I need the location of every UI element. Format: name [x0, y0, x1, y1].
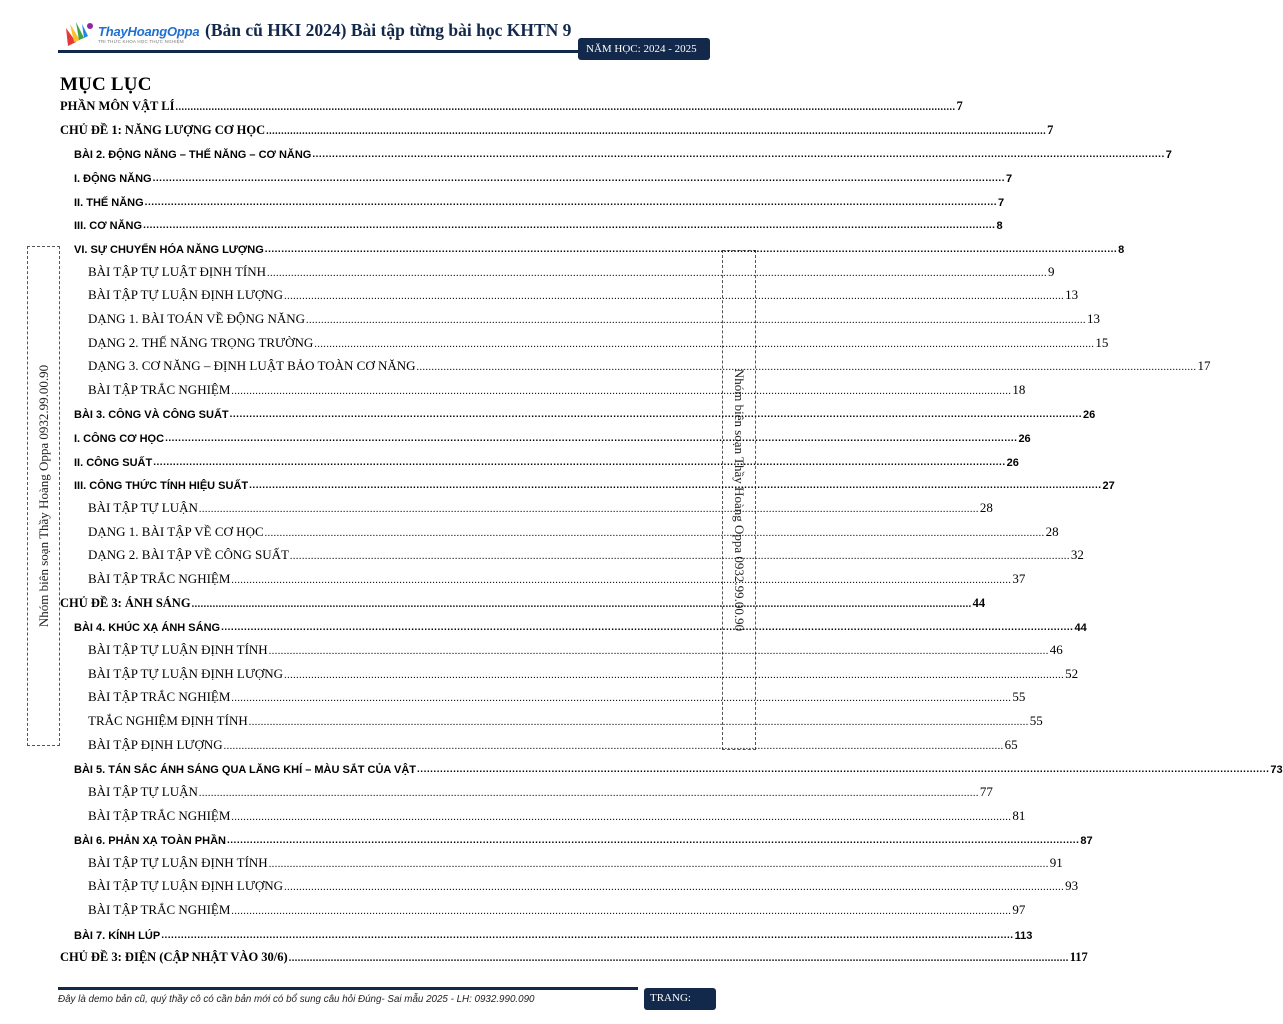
- toc-dot-leader: ....................................................................................................................................................................................................................................................................: [312, 149, 1165, 161]
- toc-entry[interactable]: [88, 711, 1043, 729]
- toc-entry-page: 7: [1047, 122, 1054, 137]
- toc-entry-page: 91: [1049, 854, 1063, 870]
- footer-divider: [58, 987, 638, 990]
- toc-entry[interactable]: [88, 735, 1018, 753]
- toc-entry[interactable]: [88, 806, 1026, 824]
- toc-entry-page: 55: [1012, 689, 1026, 705]
- toc-entry-page: 87: [1080, 835, 1093, 848]
- toc-entry[interactable]: [74, 829, 1093, 848]
- toc-entry-page: 28: [979, 500, 993, 516]
- toc-entry[interactable]: [88, 333, 1109, 351]
- toc-entry[interactable]: [74, 167, 1013, 185]
- toc-entry-label: BÀI TẬP TỰ LUẬN: [88, 783, 198, 799]
- toc-entry-page: 93: [1065, 878, 1079, 894]
- toc-entry-label: BÀI 2. ĐỘNG NĂNG – THẾ NĂNG – CƠ NĂNG: [74, 149, 312, 162]
- toc-entry-label: BÀI TẬP TRẮC NGHIỆM: [88, 381, 231, 397]
- toc-entry-label: BÀI TẬP TỰ LUẬN ĐỊNH LƯỢNG: [88, 878, 284, 894]
- toc-entry-label: I. ĐỘNG NĂNG: [74, 172, 152, 185]
- toc-dot-leader: ....................................................................................................................................................................................................................................................................: [231, 693, 1012, 705]
- toc-entry-label: BÀI 5. TÁN SẮC ÁNH SÁNG QUA LĂNG KHÍ – MÀU SẮT CỦA VẬT: [74, 764, 417, 777]
- toc-dot-leader: ....................................................................................................................................................................................................................................................................: [223, 740, 1004, 752]
- header-divider: [58, 50, 578, 53]
- toc-dot-leader: ....................................................................................................................................................................................................................................................................: [231, 906, 1012, 918]
- toc-dot-leader: ....................................................................................................................................................................................................................................................................: [266, 125, 1047, 137]
- toc-dot-leader: ....................................................................................................................................................................................................................................................................: [143, 220, 996, 232]
- toc-entry[interactable]: [88, 309, 1101, 327]
- toc-entry-page: 13: [1065, 287, 1079, 303]
- side-note-left: [27, 246, 60, 746]
- toc-dot-leader: ....................................................................................................................................................................................................................................................................: [226, 835, 1080, 847]
- toc-dot-leader: ....................................................................................................................................................................................................................................................................: [288, 953, 1069, 965]
- logo-tagline: TRI THỨC KHOA HỌC THỰC NGHIỆM: [98, 39, 184, 44]
- toc-entry-label: BÀI TẬP TRẮC NGHIỆM: [88, 689, 231, 705]
- toc-entry[interactable]: [88, 569, 1026, 587]
- toc-entry-page: 113: [1014, 929, 1033, 942]
- toc-entry-page: 44: [1074, 622, 1087, 635]
- toc-dot-leader: ....................................................................................................................................................................................................................................................................: [175, 102, 956, 113]
- toc-dot-leader: ....................................................................................................................................................................................................................................................................: [221, 622, 1074, 634]
- toc-dot-leader: ....................................................................................................................................................................................................................................................................: [229, 409, 1082, 421]
- toc-dot-leader: ....................................................................................................................................................................................................................................................................: [416, 362, 1197, 374]
- toc-entry-label: II. THẾ NĂNG: [74, 196, 144, 209]
- toc-entry[interactable]: [74, 214, 1003, 233]
- toc-entry-label: BÀI TẬP TỰ LUẬN ĐỊNH LƯỢNG: [88, 665, 284, 681]
- toc-entry[interactable]: [74, 143, 1172, 162]
- toc-entry[interactable]: [74, 191, 1005, 209]
- toc-entry-label: BÀI TẬP TRẮC NGHIỆM: [88, 571, 231, 586]
- toc-dot-leader: ....................................................................................................................................................................................................................................................................: [284, 882, 1065, 894]
- toc-entry-page: 9: [1048, 263, 1055, 279]
- toc-dot-leader: ....................................................................................................................................................................................................................................................................: [284, 291, 1065, 303]
- toc-entry-page: 7: [1165, 149, 1172, 162]
- toc-entry-label: BÀI 3. CÔNG VÀ CÔNG SUẤT: [74, 409, 229, 422]
- toc-dot-leader: ....................................................................................................................................................................................................................................................................: [268, 858, 1049, 870]
- toc-entry[interactable]: [88, 876, 1079, 894]
- toc-entry-page: 81: [1012, 807, 1026, 823]
- toc-entry[interactable]: [60, 96, 963, 114]
- toc-entry-page: 26: [1006, 456, 1019, 469]
- toc-dot-leader: ....................................................................................................................................................................................................................................................................: [231, 385, 1012, 397]
- toc-dot-leader: ....................................................................................................................................................................................................................................................................: [198, 504, 979, 516]
- toc-dot-leader: ....................................................................................................................................................................................................................................................................: [231, 811, 1012, 823]
- toc-entry-page: 8: [996, 220, 1003, 233]
- toc-entry[interactable]: [74, 924, 1033, 942]
- toc-entry-label: BÀI TẬP TỰ LUẬN ĐỊNH TÍNH: [88, 854, 268, 870]
- toc-title: MỤC LỤC: [60, 74, 152, 95]
- toc-entry-label: BÀI TẬP TRẮC NGHIỆM: [88, 902, 231, 918]
- toc-dot-leader: ....................................................................................................................................................................................................................................................................: [249, 480, 1102, 492]
- toc-entry-label: VI. SỰ CHUYỂN HÓA NĂNG LƯỢNG: [74, 243, 264, 256]
- toc-entry-label: BÀI TẬP TỰ LUẬN: [88, 500, 198, 516]
- toc-entry-label: DẠNG 2. THẾ NĂNG TRỌNG TRƯỜNG: [88, 334, 314, 350]
- toc-entry-page: 7: [956, 99, 963, 113]
- toc-entry[interactable]: [88, 640, 1063, 658]
- toc-dot-leader: ....................................................................................................................................................................................................................................................................: [284, 669, 1065, 681]
- toc-entry-page: 7: [998, 196, 1005, 209]
- toc-entry-page: 46: [1049, 641, 1063, 657]
- brand-logo: [62, 20, 212, 50]
- header-title: (Bản cũ HKI 2024) Bài tập từng bài học KHTN 9: [205, 20, 572, 40]
- toc-entry-label: DẠNG 2. BÀI TẬP VỀ CÔNG SUẤT: [88, 547, 289, 563]
- toc-entry[interactable]: [88, 687, 1026, 705]
- toc-dot-leader: ....................................................................................................................................................................................................................................................................: [191, 598, 972, 610]
- toc-entry[interactable]: [60, 593, 986, 611]
- toc-entry-label: BÀI 7. KÍNH LÚP: [74, 929, 161, 942]
- toc-entry[interactable]: [88, 356, 1211, 374]
- toc-entry[interactable]: [60, 120, 1054, 138]
- toc-dot-leader: ....................................................................................................................................................................................................................................................................: [231, 575, 1012, 586]
- toc-entry-page: 117: [1069, 950, 1088, 965]
- toc-entry-page: 27: [1102, 480, 1115, 493]
- toc-entry-page: 97: [1012, 902, 1026, 918]
- toc-entry-page: 18: [1012, 381, 1026, 397]
- toc-entry-page: 26: [1083, 409, 1096, 422]
- toc-entry-label: II. CÔNG SUẤT: [74, 456, 153, 469]
- toc-entry-page: 8: [1118, 243, 1125, 256]
- toc-dot-leader: ....................................................................................................................................................................................................................................................................: [161, 929, 1014, 941]
- toc-dot-leader: ....................................................................................................................................................................................................................................................................: [165, 433, 1018, 445]
- toc-entry[interactable]: [88, 380, 1026, 398]
- toc-entry-label: BÀI TẬP TỰ LUẬT ĐỊNH TÍNH: [88, 263, 267, 279]
- toc-entry[interactable]: [74, 758, 1283, 777]
- toc-entry-label: BÀI TẬP TỰ LUẬN ĐỊNH LƯỢNG: [88, 287, 284, 303]
- toc-entry-label: BÀI 6. PHẢN XẠ TOÀN PHẦN: [74, 835, 226, 848]
- toc-dot-leader: ....................................................................................................................................................................................................................................................................: [417, 764, 1270, 776]
- toc-entry-label: BÀI 4. KHÚC XẠ ÁNH SÁNG: [74, 622, 221, 635]
- toc-entry[interactable]: [88, 900, 1026, 918]
- toc-entry-label: III. CÔNG THỨC TÍNH HIỆU SUẤT: [74, 480, 249, 493]
- toc-entry[interactable]: [74, 451, 1019, 469]
- toc-entry-page: 37: [1012, 571, 1026, 586]
- toc-dot-leader: ....................................................................................................................................................................................................................................................................: [264, 243, 1118, 255]
- toc-entry[interactable]: [88, 545, 1084, 563]
- toc-entry-page: 73: [1270, 764, 1283, 777]
- toc-entry-page: 7: [1006, 172, 1013, 185]
- toc-entry-label: DẠNG 3. CƠ NĂNG – ĐỊNH LUẬT BẢO TOÀN CƠ NĂNG: [88, 358, 416, 374]
- toc-entry-label: TRẮC NGHIỆM ĐỊNH TÍNH: [88, 712, 248, 728]
- toc-entry-label: I. CÔNG CƠ HỌC: [74, 433, 165, 446]
- toc-dot-leader: ....................................................................................................................................................................................................................................................................: [153, 456, 1006, 468]
- toc-entry-page: 13: [1087, 310, 1101, 326]
- toc-entry-page: 65: [1004, 736, 1018, 752]
- toc-entry[interactable]: [74, 474, 1115, 493]
- toc-entry-label: CHỦ ĐỀ 1: NĂNG LƯỢNG CƠ HỌC: [60, 122, 266, 137]
- toc-entry[interactable]: [60, 947, 1088, 965]
- toc-dot-leader: ....................................................................................................................................................................................................................................................................: [248, 716, 1029, 728]
- page-header: [0, 0, 768, 70]
- toc-entry-page: 44: [972, 595, 986, 610]
- toc-dot-leader: ....................................................................................................................................................................................................................................................................: [198, 787, 979, 799]
- toc-dot-leader: ....................................................................................................................................................................................................................................................................: [264, 527, 1045, 539]
- toc-entry-page: 32: [1070, 547, 1084, 563]
- toc-entry-label: BÀI TẬP TRẮC NGHIỆM: [88, 807, 231, 823]
- toc-entry[interactable]: [88, 782, 993, 800]
- toc-entry-page: 28: [1045, 523, 1059, 539]
- toc-entry[interactable]: [74, 427, 1031, 446]
- toc-entry-label: CHỦ ĐỀ 3: ÁNH SÁNG: [60, 595, 191, 610]
- toc-entry-label: DẠNG 1. BÀI TOÁN VỀ ĐỘNG NĂNG: [88, 310, 306, 326]
- toc-entry-label: BÀI TẬP ĐỊNH LƯỢNG: [88, 736, 223, 752]
- toc-entry[interactable]: [88, 285, 1079, 303]
- page-number-badge: TRANG:: [644, 988, 716, 1010]
- toc-dot-leader: ....................................................................................................................................................................................................................................................................: [289, 551, 1070, 563]
- toc-entry-page: 52: [1065, 665, 1079, 681]
- toc-entry[interactable]: [74, 238, 1125, 256]
- toc-entry[interactable]: [88, 853, 1063, 871]
- logo-icon: [62, 20, 98, 50]
- toc-dot-leader: ....................................................................................................................................................................................................................................................................: [144, 196, 998, 208]
- toc-dot-leader: ....................................................................................................................................................................................................................................................................: [268, 645, 1049, 657]
- toc-entry[interactable]: [88, 664, 1079, 682]
- toc-entry[interactable]: [88, 498, 993, 516]
- toc-entry[interactable]: [74, 616, 1087, 635]
- toc-entry[interactable]: [88, 262, 1055, 280]
- toc-dot-leader: ....................................................................................................................................................................................................................................................................: [306, 314, 1087, 326]
- toc-entry-page: 15: [1095, 334, 1109, 350]
- toc-entry[interactable]: [88, 522, 1059, 540]
- toc-entry[interactable]: [74, 403, 1096, 422]
- toc-entry-label: PHẦN MÔN VẬT LÍ: [60, 99, 175, 113]
- toc-entry-label: III. CƠ NĂNG: [74, 220, 143, 233]
- toc-entry-page: 26: [1018, 433, 1031, 446]
- toc-dot-leader: ....................................................................................................................................................................................................................................................................: [314, 338, 1095, 350]
- toc-entry-label: DẠNG 1. BÀI TẬP VỀ CƠ HỌC: [88, 523, 264, 539]
- school-year-badge: NĂM HỌC: 2024 - 2025: [578, 38, 710, 60]
- toc-entry-page: 17: [1197, 358, 1211, 374]
- footer-note: Đây là demo bản cũ, quý thầy cô có cần bản mới có bổ sung câu hỏi Đúng- Sai mẫu 2025 - LH: 0932.990.090: [58, 994, 535, 1005]
- side-note-right-text: Nhóm biên soạn Thầy Hoàng Oppa 0932.99.00.90: [732, 368, 747, 632]
- toc-entry-page: 55: [1029, 712, 1043, 728]
- toc-entry-label: BÀI TẬP TỰ LUẬN ĐỊNH TÍNH: [88, 641, 268, 657]
- toc-dot-leader: ....................................................................................................................................................................................................................................................................: [267, 267, 1048, 279]
- logo-text: ThayHoangOppa: [98, 24, 200, 39]
- toc-entry-label: CHỦ ĐỀ 3: ĐIỆN (CẬP NHẬT VÀO 30/6): [60, 950, 288, 965]
- toc-dot-leader: ....................................................................................................................................................................................................................................................................: [152, 172, 1005, 184]
- toc-entry-page: 77: [979, 783, 993, 799]
- side-note-left-text: Nhóm biên soạn Thầy Hoàng Oppa 0932.99.00.90: [35, 364, 51, 628]
